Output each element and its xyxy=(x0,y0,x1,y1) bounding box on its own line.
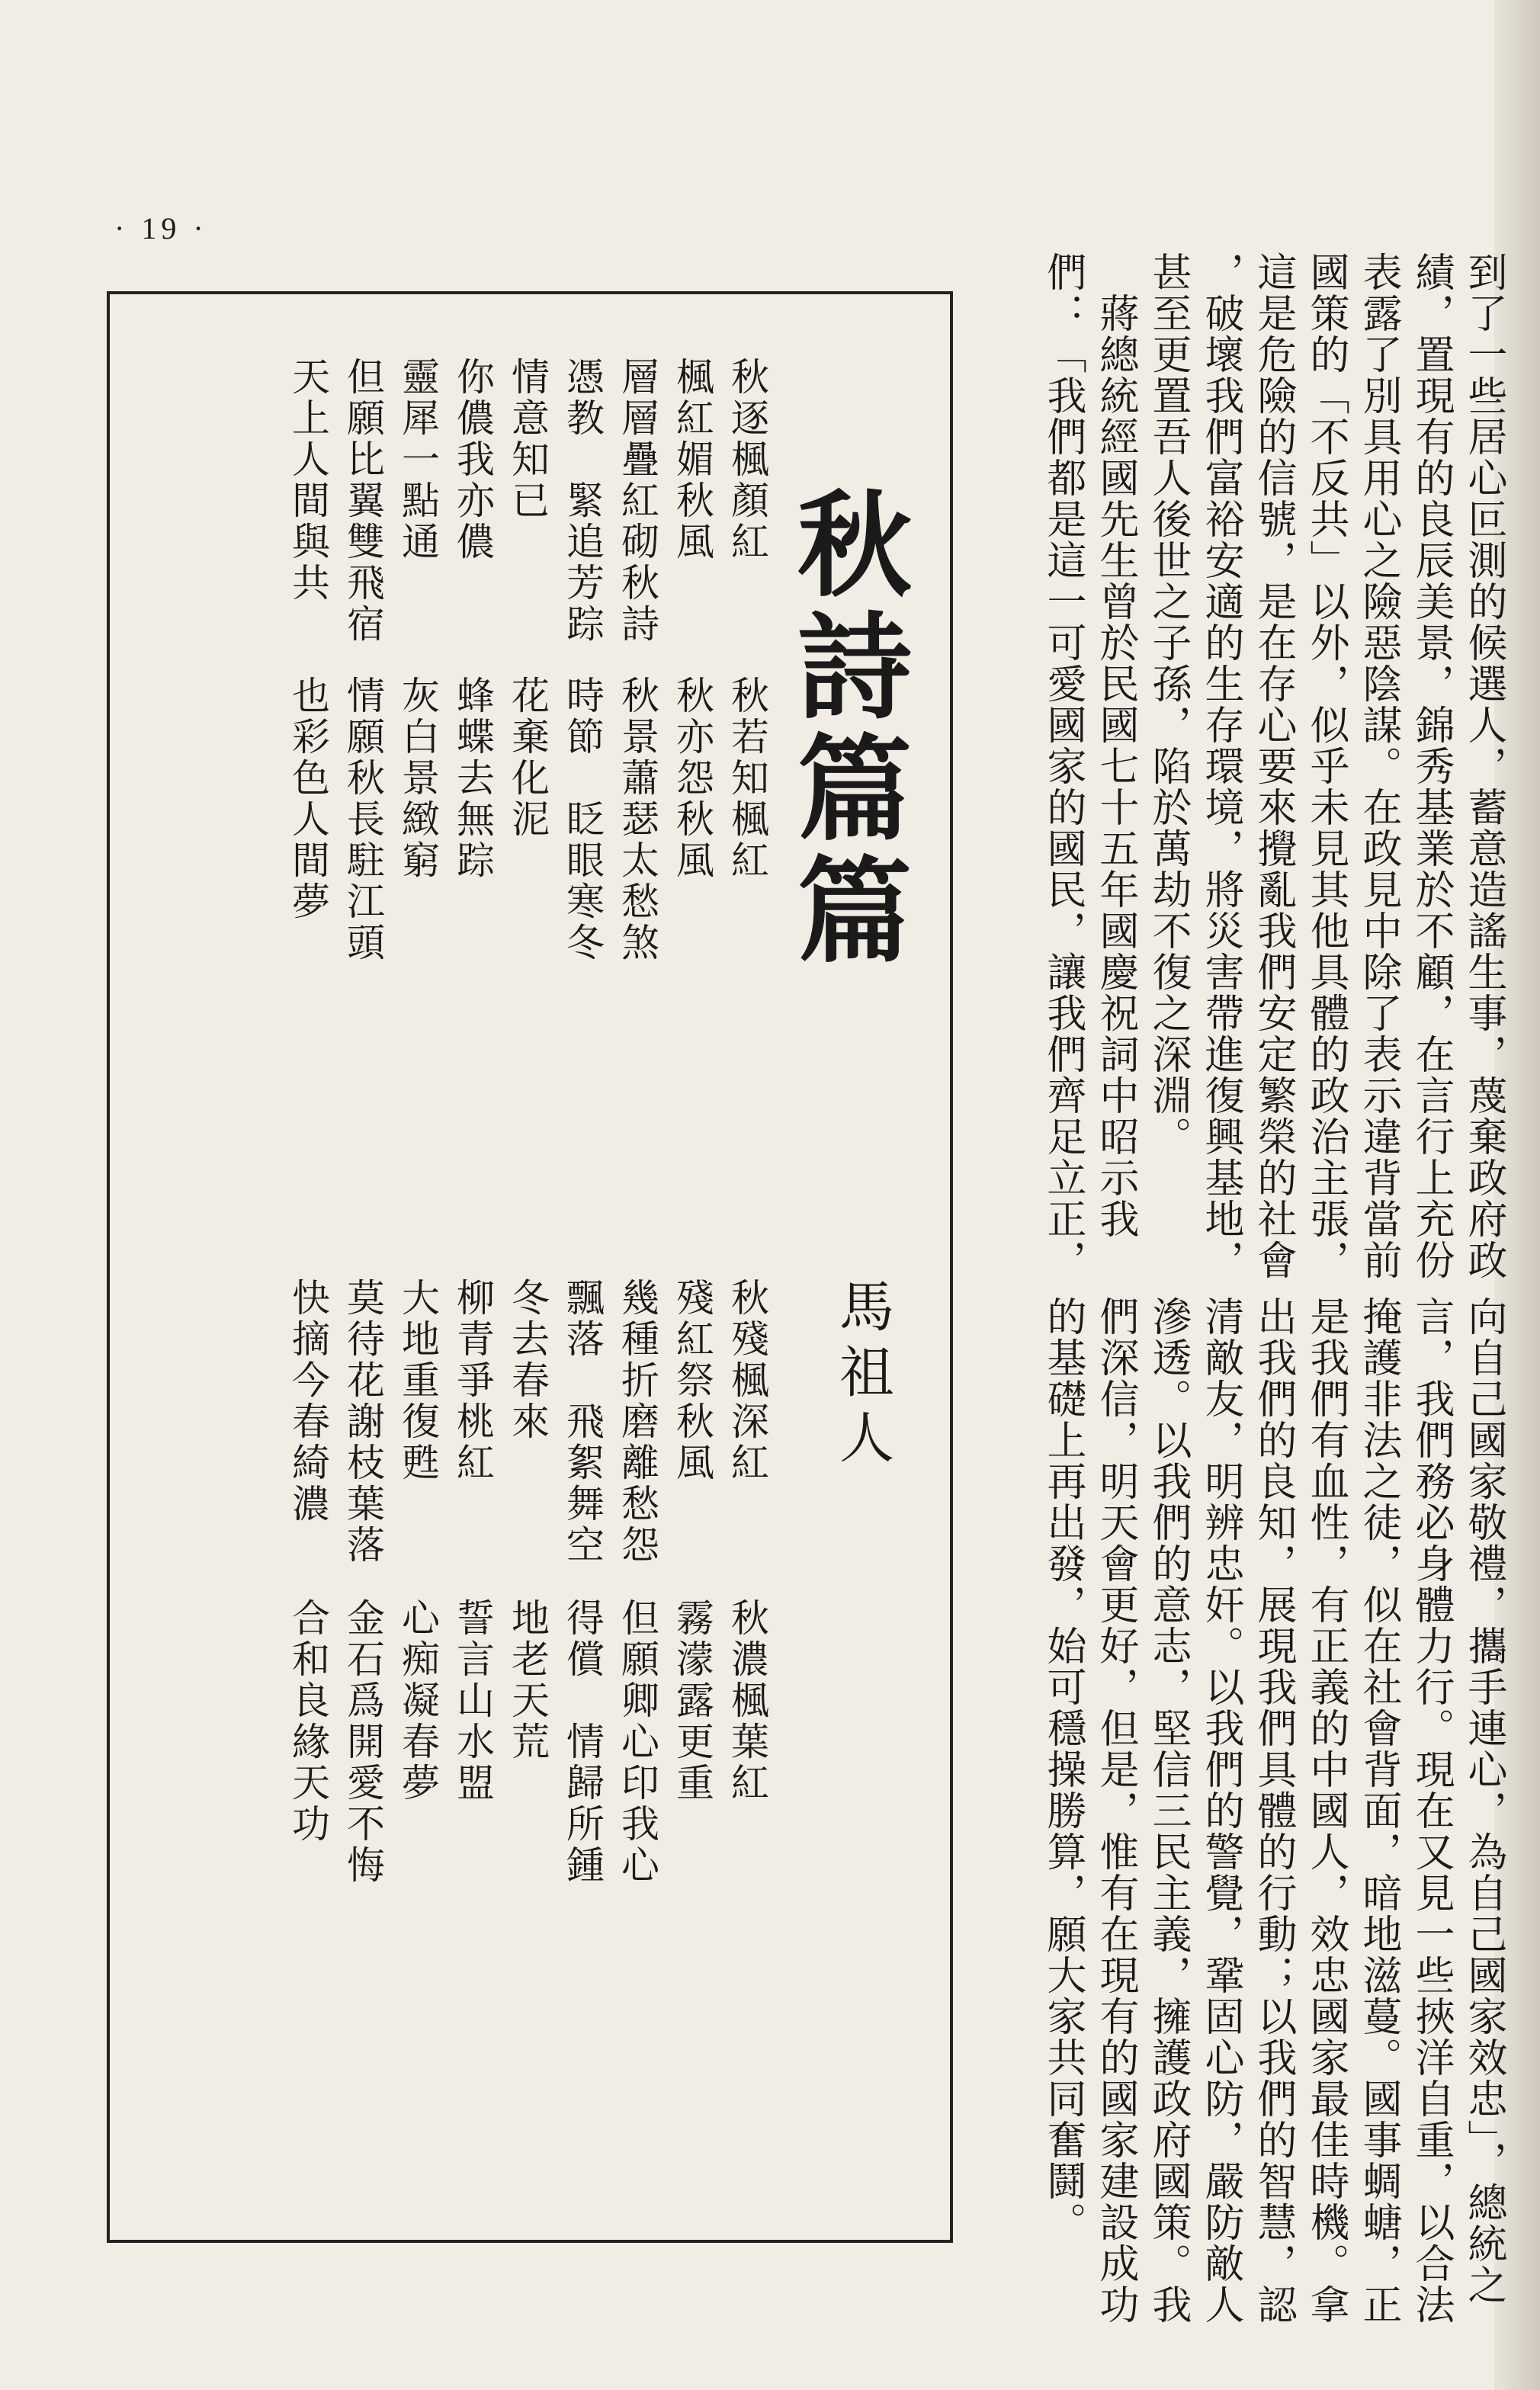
poem-line: 秋景蕭瑟太愁煞 xyxy=(615,675,659,964)
poem-line: 秋亦怨秋風 xyxy=(670,675,714,881)
poem-line: 誓言山水盟 xyxy=(451,1598,495,1804)
poem-line: 秋殘楓深紅 xyxy=(725,1278,769,1484)
poem-line: 快摘今春綺濃 xyxy=(286,1278,330,1525)
poem-line: 你儂我亦儂 xyxy=(451,357,495,563)
poem-line: 但願卿心印我心 xyxy=(615,1598,659,1886)
poem-line: 秋濃楓葉紅 xyxy=(725,1598,769,1804)
poem-line: 花棄化泥 xyxy=(505,675,550,840)
poem-title: 秋詩篇篇 xyxy=(778,485,910,973)
poem-line: 地老天荒 xyxy=(505,1598,550,1763)
poem-line: 層層疊紅砌秋詩 xyxy=(615,357,659,645)
poem-line: 金石爲開愛不悔 xyxy=(341,1598,385,1886)
poem-line: 時節 眨眼寒冬 xyxy=(560,675,605,964)
poem-line: 情意知已 xyxy=(505,357,550,521)
article-column: 表露了別具用心之險惡陰謀。在政見中除了表示違背當前 xyxy=(1356,252,1401,1281)
article-column: 是我們有血性，有正義的中國人，效忠國家最佳時機。拿 xyxy=(1303,1296,1349,2325)
article-lower-text xyxy=(983,1296,1510,2325)
article-column: 們深信，明天會更好，但是，惟有在現有的國家建設成功 xyxy=(1092,1296,1138,2325)
poem-line: 秋逐楓顏紅 xyxy=(725,357,769,563)
article-column: 的基礎上再出發，始可穩操勝算，願大家共同奮鬪。 xyxy=(1040,1296,1086,2243)
poem-line: 秋若知楓紅 xyxy=(725,675,769,881)
poem-line: 楓紅媚秋風 xyxy=(670,357,714,563)
poem-line: 憑教 緊追芳踪 xyxy=(560,357,605,645)
article-column: 甚至更置吾人後世之子孫，陷於萬劫不復之深淵。 xyxy=(1145,252,1191,1157)
poem-line: 天上人間與共 xyxy=(286,357,330,604)
poem-line: 幾種折磨離愁怨 xyxy=(615,1278,659,1566)
article-column: 言，我們務必身體力行。現在又見一些挾洋自重，以合法 xyxy=(1408,1296,1454,2325)
article-column: ，破壞我們富裕安適的生存環境，將災害帶進復興基地， xyxy=(1198,252,1243,1281)
article-column: 掩護非法之徒，似在社會背面，暗地滋蔓。國事蜩螗，正 xyxy=(1356,1296,1401,2325)
poem-line: 心痴凝春夢 xyxy=(396,1598,440,1804)
article-column: 這是危險的信號，是在存心要來攪亂我們安定繁榮的社會 xyxy=(1250,252,1296,1281)
poem-line: 靈犀一點通 xyxy=(396,357,440,563)
poem-line: 霧濛露更重 xyxy=(670,1598,714,1804)
article-upper-text xyxy=(983,252,1510,1281)
poem-line: 合和良緣天功 xyxy=(286,1598,330,1845)
poem-box xyxy=(107,291,953,2243)
poem-line: 莫待花謝枝葉落 xyxy=(341,1278,385,1566)
article-column: 們：「我們都是這一可愛國家的國民，讓我們齊足立正， xyxy=(1040,252,1086,1281)
article-column: 清敵友，明辨忠奸。以我們的警覺，鞏固心防，嚴防敵人 xyxy=(1198,1296,1243,2325)
poem-line: 殘紅祭秋風 xyxy=(670,1278,714,1484)
poem-line: 得償 情歸所鍾 xyxy=(560,1598,605,1886)
poem-line: 也彩色人間夢 xyxy=(286,675,330,922)
article-column: 向自己國家敬禮，攜手連心，為自己國家效忠」，總統之 xyxy=(1461,1296,1506,2305)
poem-line: 灰白景緻窮 xyxy=(396,675,440,881)
poem-line: 蜂蝶去無踪 xyxy=(451,675,495,881)
article-column: 滲透。以我們的意志，堅信三民主義，擁護政府國策。我 xyxy=(1145,1296,1191,2325)
poem-line: 情願秋長駐江頭 xyxy=(341,675,385,964)
poem-line: 大地重復甦 xyxy=(396,1278,440,1484)
page-number: · 19 · xyxy=(114,211,208,245)
poem-line: 柳青爭桃紅 xyxy=(451,1278,495,1484)
article-column: 出我們的良知，展現我們具體的行動；以我們的智慧，認 xyxy=(1250,1296,1296,2325)
article-column: 到了一些居心叵測的候選人，蓄意造謠生事，蔑棄政府政 xyxy=(1461,252,1506,1281)
poem-author: 馬祖人 xyxy=(830,1278,894,1474)
article-column: 績，置現有的良辰美景，錦秀基業於不顧，在言行上充份 xyxy=(1408,252,1454,1281)
poem-line: 冬去春來 xyxy=(505,1278,550,1442)
article-column: 蔣總統經國先生曾於民國七十五年國慶祝詞中昭示我 xyxy=(1092,252,1138,1240)
poem-line: 但願比翼雙飛宿 xyxy=(341,357,385,645)
article-column: 國策的「不反共」以外，似乎未見其他具體的政治主張， xyxy=(1303,252,1349,1281)
poem-line: 飄落 飛絮舞空 xyxy=(560,1278,605,1566)
